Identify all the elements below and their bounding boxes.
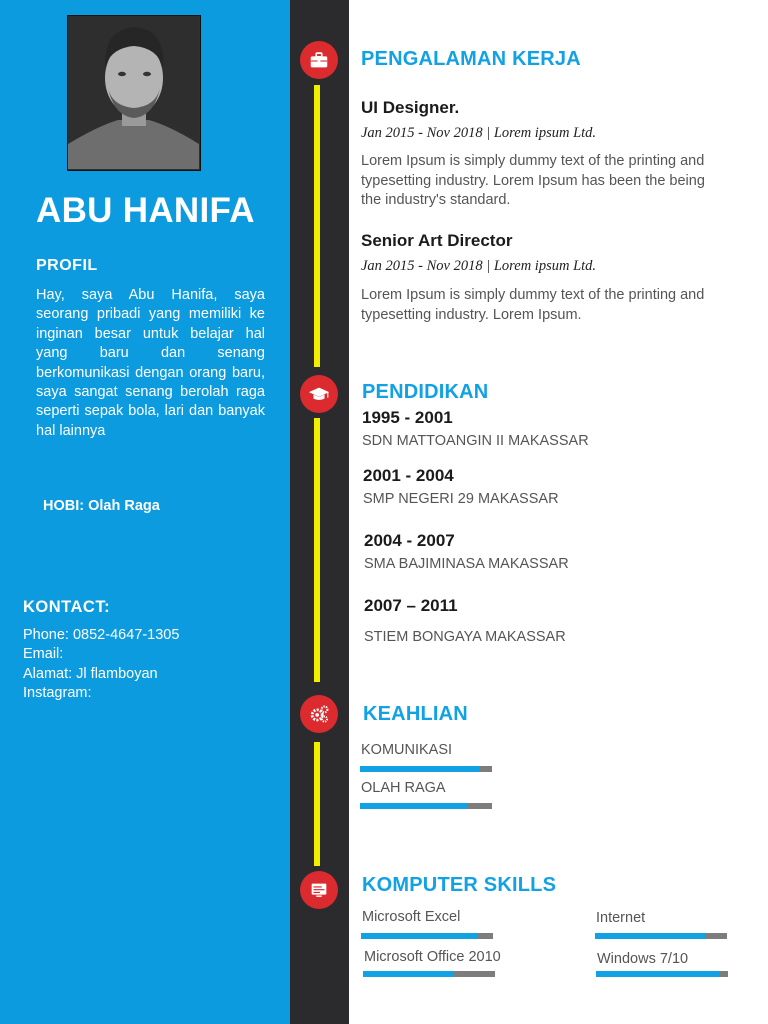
timeline-segment [314,85,320,367]
education-years: 1995 - 2001 [362,408,453,427]
timeline-segment [314,742,320,866]
skill-label: OLAH RAGA [361,780,446,796]
skill-bar-fill [596,971,719,977]
job-dates: Jan 2015 - Nov 2018 | Lorem ipsum Ltd. [361,258,597,274]
monitor-icon [308,879,330,901]
skills-node [300,695,338,733]
education-school: SMA BAJIMINASA MAKASSAR [364,556,569,572]
contact-address: Alamat: Jl flamboyan [23,666,158,682]
profile-sidebar [0,0,290,1024]
job-dates: Jan 2015 - Nov 2018 | Lorem ipsum Ltd. [361,125,597,141]
education-school: SMP NEGERI 29 MAKASSAR [363,491,559,507]
job-description: Lorem Ipsum is simply dummy text of the printing and typesetting industry. Lorem Ipsum has been the being the industry's standard. [361,153,705,208]
skill-bar [360,766,492,772]
education-school: STIEM BONGAYA MAKASSAR [364,629,566,645]
computer-node [300,871,338,909]
job-title: UI Designer. [361,98,460,117]
timeline-segment [314,418,320,682]
education-years: 2007 – 2011 [364,596,458,615]
skills-heading: KEAHLIAN [363,703,468,725]
computer-skill-bar [361,933,493,939]
skill-label: KOMUNIKASI [361,742,453,758]
contact-heading: KONTACT: [23,598,111,616]
education-node [300,375,338,413]
skill-bar-fill [363,971,454,977]
computer-skill-bar [596,971,728,977]
job-description: Lorem Ipsum is simply dummy text of the printing and typesetting industry. Lorem Ipsum. [361,287,705,322]
portrait-image [68,16,199,169]
person-name: ABU HANIFA [36,191,255,230]
computer-skill-label: Microsoft Office 2010 [364,949,501,965]
skill-bar-fill [360,803,468,809]
education-heading: PENDIDIKAN [362,381,489,403]
graduation-cap-icon [308,383,330,405]
education-years: 2001 - 2004 [363,466,454,485]
contact-instagram: Instagram: [23,685,92,701]
contact-phone: Phone: 0852-4647-1305 [23,627,180,643]
experience-node [300,41,338,79]
hobby-text: HOBI: Olah Raga [43,498,160,514]
gears-icon [308,703,330,725]
computer-skill-label: Microsoft Excel [362,909,461,925]
skill-bar-fill [361,933,478,939]
education-school: SDN MATTOANGIN II MAKASSAR [362,433,589,449]
education-years: 2004 - 2007 [364,531,455,550]
briefcase-icon [308,49,330,71]
computer-skill-bar [363,971,495,977]
computer-skill-bar [595,933,727,939]
computer-skill-label: Internet [596,910,646,926]
profile-photo [67,15,201,171]
profil-text: Hay, saya Abu Hanifa, saya seorang pribadi yang memiliki ke inginan besar untuk belajar hal yang baru dan senang berkomunikasi dengan orang baru, saya sangat senang berolah raga seperti sepak bola, lari dan banyak hal lainnya [36,287,265,439]
skill-bar-fill [360,766,480,772]
contact-email: Email: [23,646,64,662]
computer-skills-heading: KOMPUTER SKILLS [362,874,557,896]
computer-skill-label: Windows 7/10 [597,951,689,967]
experience-heading: PENGALAMAN KERJA [361,48,581,70]
skill-bar [360,803,492,809]
skill-bar-fill [595,933,706,939]
job-title: Senior Art Director [361,231,513,250]
profil-heading: PROFIL [36,257,98,274]
